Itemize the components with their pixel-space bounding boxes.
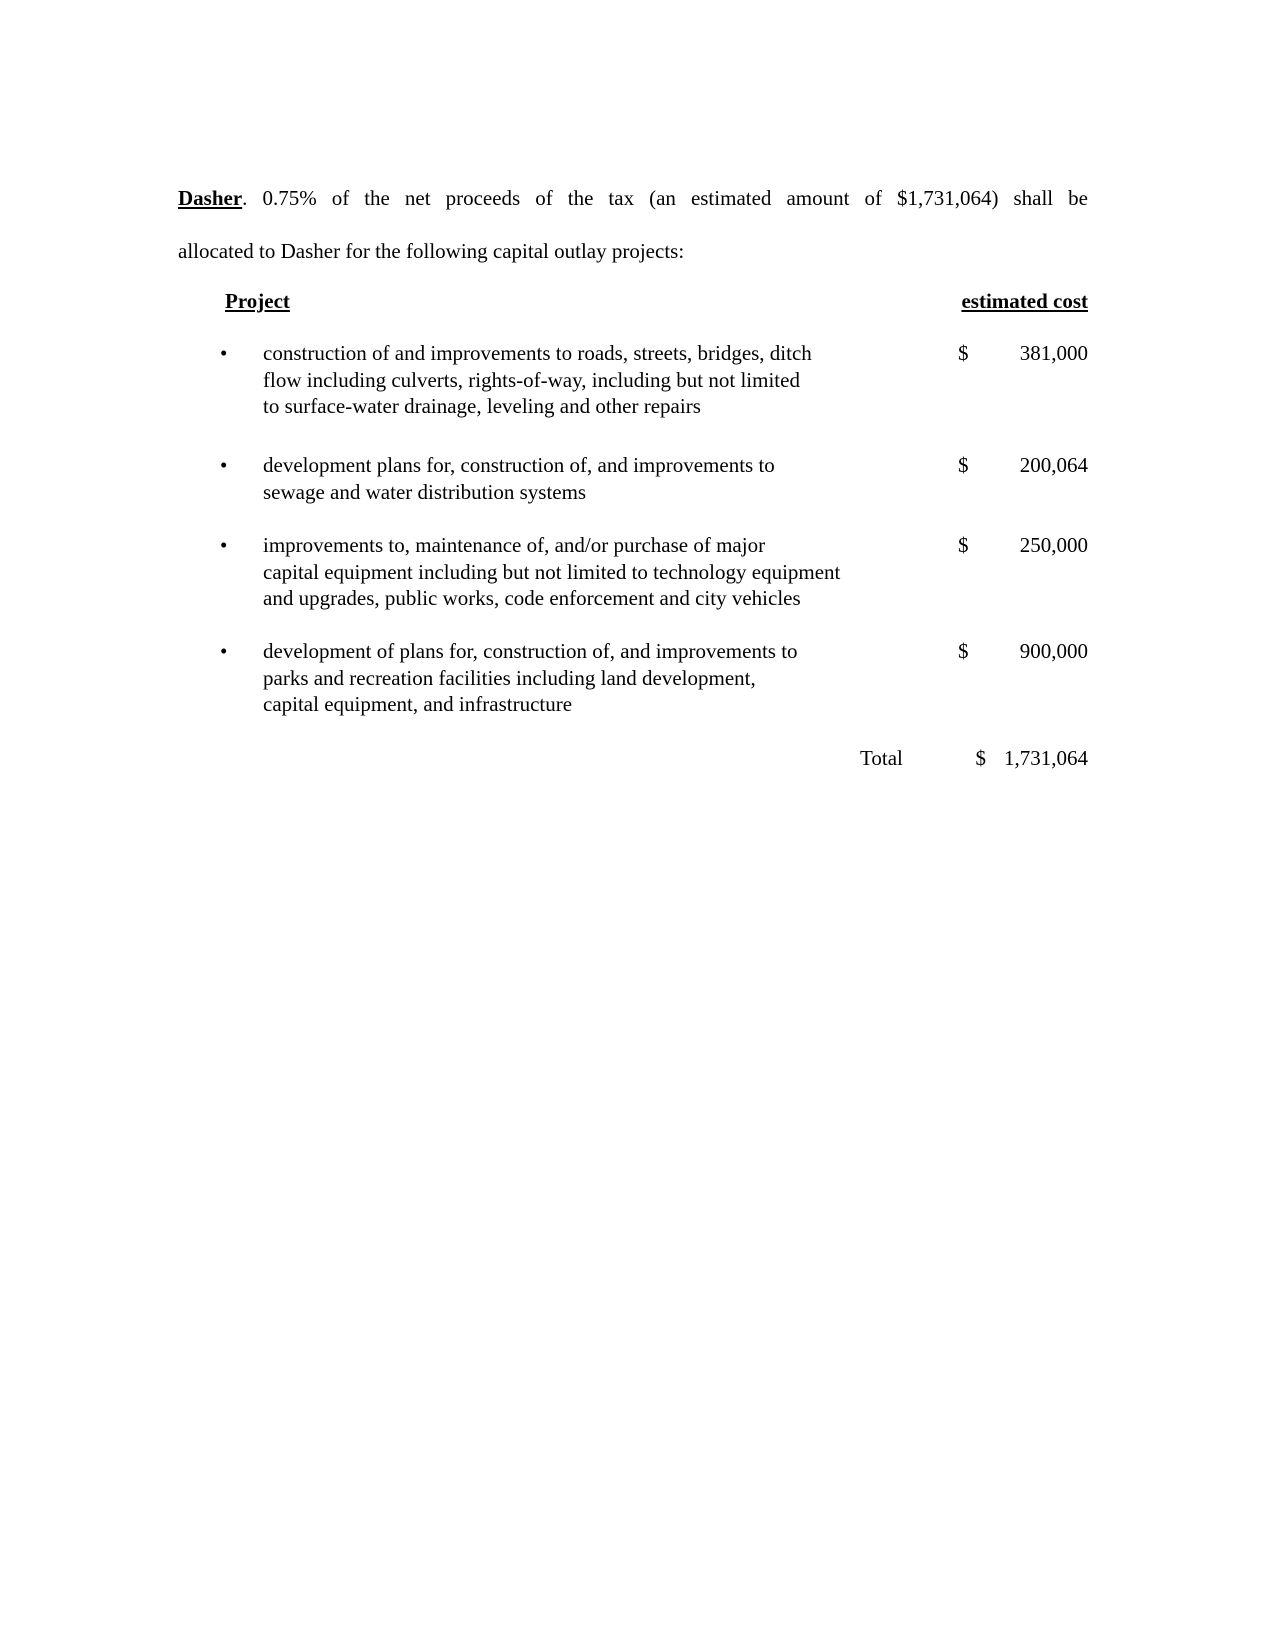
column-header-estimated-cost: estimated cost — [961, 289, 1088, 313]
cost-amount: 250,000 — [1019, 533, 1088, 557]
bullet-icon: • — [220, 533, 228, 557]
project-description: construction of and improvements to roads, streets, bridges, ditch flow including culverts, rights-of-way, including but not limited to surface-water drainage, leveling and other repairs — [263, 341, 812, 418]
bullet-icon: • — [220, 639, 228, 663]
currency-symbol: $ — [958, 341, 969, 365]
currency-symbol: $ — [958, 639, 969, 663]
project-description: development of plans for, construction of, and improvements to parks and recreation facilities including land development, capital equipment, and infrastructure — [263, 639, 798, 716]
column-header-project: Project — [225, 289, 290, 313]
total-label: Total — [860, 746, 903, 770]
intro-paragraph-line-1 — [178, 185, 1088, 211]
currency-symbol: $ — [958, 533, 969, 557]
project-description: improvements to, maintenance of, and/or purchase of major capital equipment including but not limited to technology equipment and upgrades, public works, code enforcement and city vehicles — [263, 533, 841, 610]
intro-text-line-1: . 0.75% of the net proceeds of the tax (an estimated amount of $1,731,064) shall be — [242, 186, 1088, 210]
currency-symbol: $ — [975, 746, 986, 770]
currency-symbol: $ — [958, 453, 969, 477]
cost-amount: 900,000 — [1019, 639, 1088, 663]
cost-amount: 200,064 — [1019, 453, 1088, 477]
bullet-icon: • — [220, 453, 228, 477]
cost-amount: 381,000 — [1019, 341, 1088, 365]
total-amount: 1,731,064 — [1004, 746, 1088, 770]
intro-paragraph-line-2: allocated to Dasher for the following capital outlay projects: — [178, 239, 685, 263]
town-name-heading: Dasher — [178, 186, 243, 210]
bullet-icon: • — [220, 341, 228, 365]
project-description: development plans for, construction of, and improvements to sewage and water distribution systems — [263, 453, 775, 504]
